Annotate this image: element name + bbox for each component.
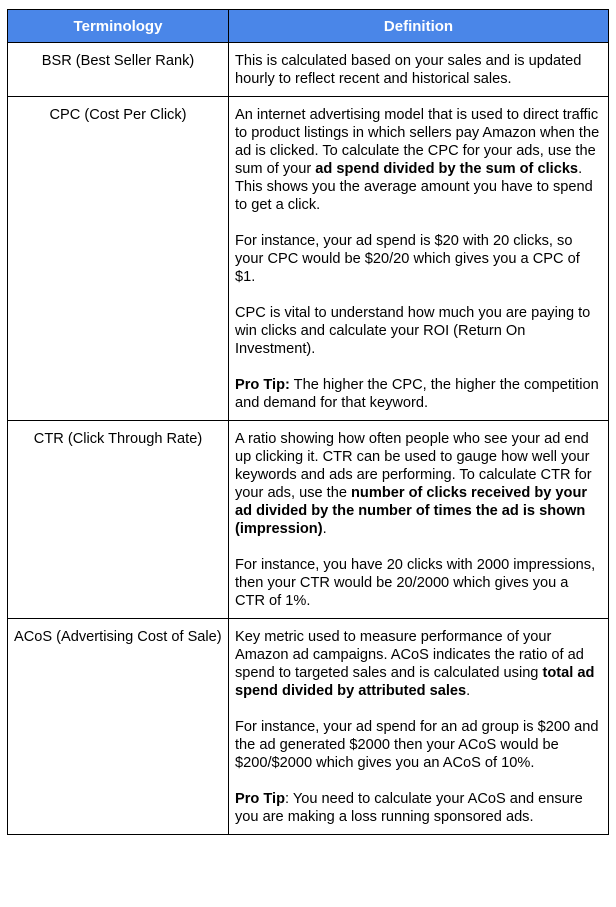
table-row: [8, 421, 609, 619]
header-terminology: Terminology: [8, 10, 229, 43]
bold-text: total ad spend divided by attributed sales: [235, 665, 595, 699]
term-cell: CTR (Click Through Rate): [8, 421, 229, 619]
text-run: The higher the CPC, the higher the competition and demand for that keyword.: [235, 377, 599, 411]
definition-paragraph: [235, 376, 602, 412]
text-run: For instance, your ad spend is $20 with 20 clicks, so your CPC would be $20/20 which gives you a CPC of $1.: [235, 233, 580, 285]
definition-cell: [229, 97, 609, 421]
text-run: This is calculated based on your sales and is updated hourly to reflect recent and historical sales.: [235, 53, 582, 87]
definition-paragraph: [235, 718, 602, 772]
text-run: : You need to calculate your ACoS and ensure you are making a loss running sponsored ads.: [235, 791, 583, 825]
definition-paragraph: [235, 52, 602, 88]
bold-text: Pro Tip:: [235, 377, 290, 393]
term-cell: BSR (Best Seller Rank): [8, 43, 229, 97]
header-row: [8, 10, 609, 43]
header-definition: Definition: [229, 10, 609, 43]
table-row: [8, 97, 609, 421]
text-run: CPC is vital to understand how much you are paying to win clicks and calculate your ROI (Return On Investment).: [235, 305, 591, 357]
text-run: A ratio showing how often people who see your ad end up clicking it. CTR can be used to gauge how well your keywords and ads are performing. To calculate CTR for your ads, use the: [235, 431, 592, 501]
definition-cell: [229, 421, 609, 619]
text-run: For instance, your ad spend for an ad group is $200 and the ad generated $2000 then your ACoS would be $200/$2000 which gives you an ACoS of 10%.: [235, 719, 599, 771]
bold-text: number of clicks received by your ad divided by the number of times the ad is shown (impression): [235, 485, 588, 537]
bold-text: Pro Tip: [235, 791, 286, 807]
term-cell: ACoS (Advertising Cost of Sale): [8, 619, 229, 835]
definition-paragraph: [235, 556, 602, 610]
glossary-table-wrapper: [7, 9, 608, 835]
term-cell: CPC (Cost Per Click): [8, 97, 229, 421]
definition-cell: [229, 619, 609, 835]
text-run: . This shows you the average amount you have to spend to get a click.: [235, 161, 593, 213]
table-row: [8, 43, 609, 97]
glossary-table: [7, 9, 609, 835]
definition-paragraph: [235, 628, 602, 700]
text-run: Key metric used to measure performance of your Amazon ad campaigns. ACoS indicates the ratio of ad spend to targeted sales and is calculated using: [235, 629, 584, 681]
definition-paragraph: [235, 304, 602, 358]
definition-paragraph: [235, 790, 602, 826]
text-run: For instance, you have 20 clicks with 2000 impressions, then your CTR would be 20/2000 which gives you a CTR of 1%.: [235, 557, 596, 609]
table-row: [8, 619, 609, 835]
definition-cell: [229, 43, 609, 97]
bold-text: ad spend divided by the sum of clicks: [315, 161, 579, 177]
definition-paragraph: [235, 430, 602, 538]
definition-paragraph: [235, 106, 602, 214]
text-run: .: [466, 683, 471, 699]
definition-paragraph: [235, 232, 602, 286]
text-run: An internet advertising model that is used to direct traffic to product listings in which sellers pay Amazon when the ad is clicked. To calculate the CPC for your ads, use the sum of your: [235, 107, 600, 177]
text-run: .: [322, 521, 327, 537]
